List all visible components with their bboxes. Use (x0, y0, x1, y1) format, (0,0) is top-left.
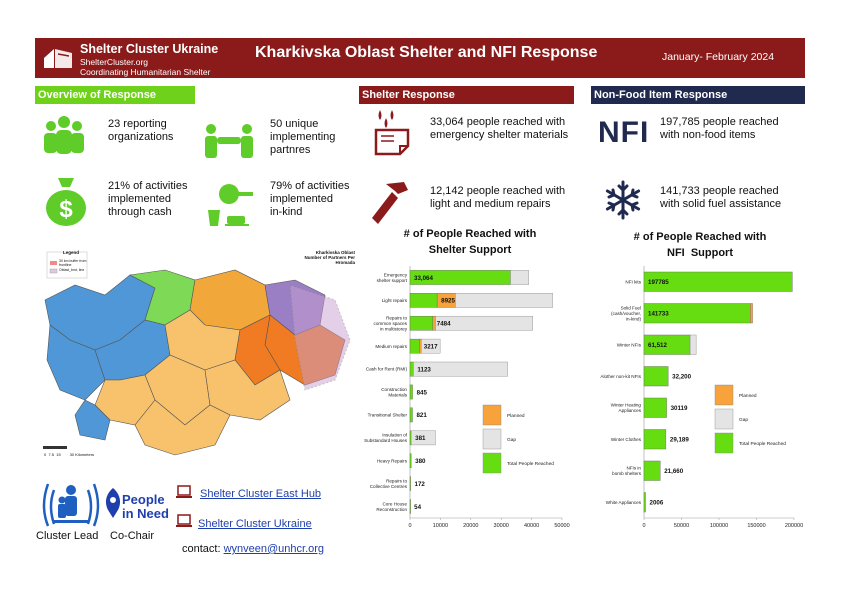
brand-title: Shelter Cluster Ukraine (80, 42, 219, 56)
legend-swatch (715, 433, 733, 453)
shelter-chart-title: # of People Reached with Shelter Support (403, 228, 537, 256)
data-label: 1123 (417, 366, 431, 374)
handshake-icon (203, 123, 255, 159)
category-label: NFI kits (625, 279, 641, 285)
bar-reached (410, 454, 411, 468)
laptop-icon (176, 485, 192, 499)
co-chair-label: Co-Chair (110, 530, 155, 542)
bar-reached (410, 316, 433, 330)
data-label: 380 (415, 458, 426, 466)
bar-reached (410, 408, 412, 422)
x-tick-label: 50000 (673, 523, 690, 527)
contact-label: contact: (182, 543, 221, 555)
brand-url: ShelterCluster.org (80, 57, 149, 67)
nfi-text-icon: NFI (598, 116, 650, 149)
link-east-hub[interactable]: Shelter Cluster East Hub (200, 488, 322, 500)
hammer-icon (368, 180, 412, 228)
pin-line2: in Need (122, 506, 169, 521)
bar-gap (690, 335, 696, 355)
overview-section-header: Overview of Response (35, 86, 195, 104)
data-label: 29,189 (669, 436, 689, 444)
stat-implementing-partners: 50 unique implementing partnres (270, 118, 336, 156)
category-label: Repairs to common spaces in multistorey (373, 315, 407, 332)
category-label: Construction Materials (381, 386, 407, 398)
x-tick-label: 50000 (554, 523, 570, 527)
map-title-line2: Number of Partners Per Hromada (304, 255, 355, 265)
hromada-partners-map (35, 240, 360, 465)
map-legend-title: Legend (63, 250, 80, 255)
contact-email-link[interactable]: wynveen@unhcr.org (223, 543, 325, 555)
x-tick-label: 0 (642, 523, 646, 527)
category-label: Emergency shelter support (376, 272, 407, 283)
bar-reached (644, 398, 667, 418)
food-kit-icon (205, 180, 255, 226)
legend-label: Total People Reached (739, 442, 786, 447)
legend-swatch (483, 405, 501, 425)
bar-reached (644, 461, 660, 481)
category-label: Light repairs (381, 297, 407, 303)
bar-reached (410, 477, 411, 491)
legend-label: Gap (507, 438, 517, 443)
shelter-section-header: Shelter Response (359, 86, 574, 104)
category-label: Repairs to Collective Centres (369, 478, 407, 490)
map-legend-frontline: 30 km buffer from frontline (59, 259, 87, 267)
data-label: 141733 (648, 310, 669, 318)
nfi-bar-chart (590, 262, 805, 527)
x-tick-label: 20000 (463, 523, 479, 527)
category-label: White Appliances (605, 499, 641, 505)
stat-nfi-items: 197,785 people reached with non-food items (660, 116, 779, 141)
data-label: 7484 (436, 320, 451, 328)
legend-label: Total People Reached (507, 462, 554, 467)
data-label: 2006 (649, 499, 664, 507)
legend-label: Gap (739, 418, 749, 423)
bar-planned (750, 303, 752, 323)
x-tick-label: 30000 (493, 523, 509, 527)
data-label: 8925 (441, 297, 455, 305)
map-title (290, 250, 355, 265)
data-label: 845 (416, 389, 427, 397)
bar-planned (433, 316, 436, 330)
bar-reached (410, 293, 437, 307)
category-label: Alother non-kit NFIs (600, 373, 641, 379)
category-label: Cash for Rent (RMI) (365, 366, 407, 372)
svg-text:$: $ (59, 196, 73, 223)
x-tick-label: 150000 (747, 523, 766, 527)
pin-logo-text (122, 493, 169, 521)
nfi-section-header: Non-Food Item Response (591, 86, 805, 104)
shelter-kit-icon (372, 108, 412, 156)
x-tick-label: 100000 (709, 523, 729, 527)
legend-label: Planned (507, 414, 525, 419)
unhcr-logo-icon (36, 476, 106, 528)
data-label: 54 (414, 503, 422, 511)
money-bag-icon (44, 175, 88, 227)
bar-planned (420, 339, 422, 353)
data-label: 32,200 (672, 373, 692, 381)
legend-swatch (715, 385, 733, 405)
bar-reached (644, 366, 668, 386)
report-period: January- February 2024 (662, 51, 775, 63)
shelter-cluster-logo-icon (42, 44, 76, 72)
category-label: Medium repairs (375, 343, 407, 349)
bar-reached (644, 492, 646, 512)
contact-line (182, 543, 324, 556)
map-scale: 0 7.5 15 30 Kilometers (44, 452, 95, 457)
data-label: 197785 (648, 279, 669, 287)
bar-reached (410, 385, 413, 399)
data-label: 3217 (423, 343, 438, 351)
shelter-bar-chart (358, 262, 573, 527)
legend-swatch (715, 409, 733, 429)
brand-subtitle (80, 57, 210, 77)
laptop-icon (176, 514, 192, 528)
category-label: Solid Fuel (cash/voucher, in-kind) (611, 305, 641, 322)
pin-logo-icon (104, 488, 122, 518)
legend-label: Planned (739, 394, 757, 399)
page-title: Kharkivska Oblast Shelter and NFI Response (255, 44, 598, 61)
bar-reached (410, 499, 411, 513)
snowflake-icon (603, 180, 643, 220)
bar-reached (410, 362, 413, 376)
data-label: 381 (415, 435, 426, 443)
category-label: Winter Heating Appliances (610, 402, 641, 414)
bar-gap (511, 270, 529, 284)
x-tick-label: 200000 (784, 523, 804, 527)
stat-solid-fuel: 141,733 people reached with solid fuel assistance (660, 185, 782, 210)
category-label: Heavy Repairs (376, 458, 407, 464)
category-label: Transitional Shelter (367, 412, 407, 418)
category-label: NFIs in bomb shelters (612, 465, 641, 477)
category-label: Core House Reconstruction (376, 501, 407, 512)
bar-reached (644, 429, 666, 449)
data-label: 172 (414, 480, 425, 488)
data-label: 30119 (670, 405, 688, 413)
bar-gap (455, 293, 552, 307)
category-label: Winter Clothes (610, 436, 641, 442)
map-legend-oblast: Oblast_bnd, line (59, 268, 85, 272)
cluster-lead-label: Cluster Lead (36, 530, 99, 542)
stat-shelter-materials: 33,064 people reached with emergency shelter materials (430, 116, 569, 141)
data-label: 21,660 (664, 468, 684, 476)
legend-swatch (483, 429, 501, 449)
nfi-chart-title: # of People Reached with NFI Support (633, 231, 767, 259)
stat-in-kind: 79% of activities implemented in-kind (270, 180, 350, 218)
brand-tagline: Coordinating Humanitarian Shelter (80, 67, 211, 77)
data-label: 33,064 (414, 274, 433, 282)
map-title-line1: Kharkivska Oblast (315, 250, 355, 255)
x-tick-label: 10000 (432, 523, 449, 527)
data-label: 61,512 (648, 342, 667, 350)
pin-line1: People (122, 492, 165, 507)
x-tick-label: 40000 (523, 523, 540, 527)
stat-reporting-orgs: 23 reporting organizations (108, 118, 174, 143)
stat-repairs: 12,142 people reached with light and medium repairs (430, 185, 566, 210)
data-label: 821 (416, 412, 427, 420)
category-label: Insulation of Substandard Houses (364, 432, 407, 444)
link-cluster-ukraine[interactable]: Shelter Cluster Ukraine (198, 518, 312, 530)
stat-cash: 21% of activities implemented through cash (108, 180, 188, 218)
legend-swatch (483, 453, 501, 473)
x-tick-label: 0 (408, 523, 412, 527)
bar-reached (410, 339, 420, 353)
category-label: Winter NFIs (616, 342, 641, 348)
people-group-icon (40, 113, 88, 157)
